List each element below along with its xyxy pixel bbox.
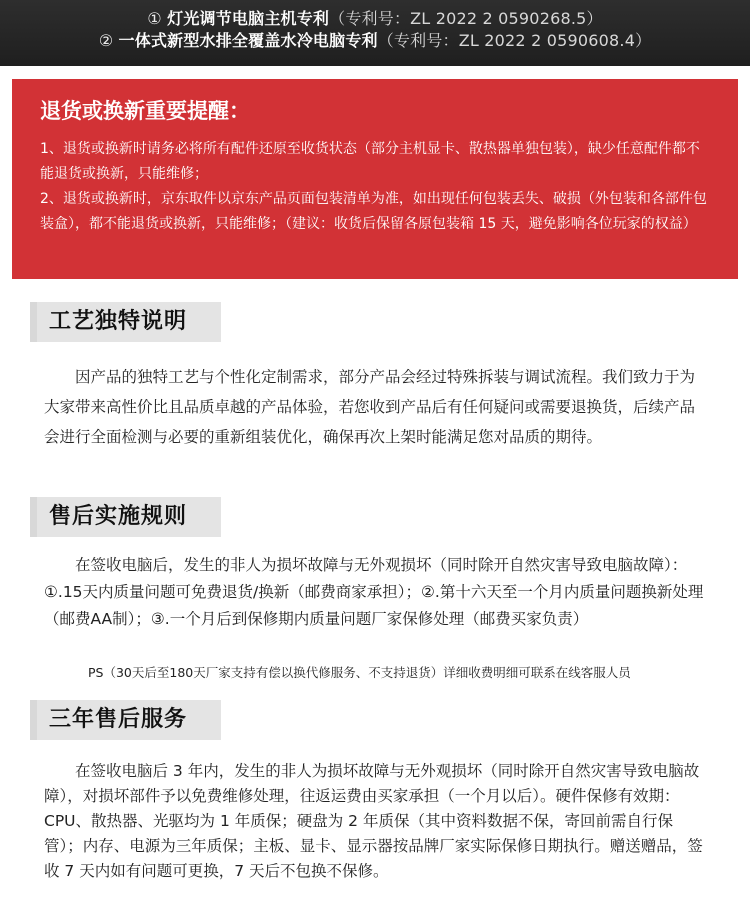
patent-1-title: 灯光调节电脑主机专利: [167, 9, 330, 28]
warranty-body: 在签收电脑后 3 年内，发生的非人为损坏故障与无外观损坏（同时除开自然灾害导致电脑故障），对损坏部件予以免费维修处理，往返运费由买家承担（一个月以后）。硬件保修有效期：CPU、散热器、光驱均为 1 年质保；硬盘为 2 年质保（其中资料数据不保，寄回前需自行保管）；内存、电源为三年质保；主板、显卡、显示器按品牌厂家实际保修日期执行。赠送赠品，签收 7 天内如有问题可更换，7 天后不包换不保修。: [44, 762, 703, 880]
warranty-heading-bar: [30, 700, 221, 740]
patent-2-number: （专利号：ZL 2022 2 0590608.4）: [377, 31, 652, 50]
patent-1-marker: ①: [147, 9, 162, 28]
warranty-heading: 三年售后服务: [49, 707, 188, 732]
aftersale-heading: 售后实施规则: [49, 504, 188, 529]
return-notice-item-2: 2、退货或换新时，京东取件以京东产品页面包装清单为准，如出现任何包装丢失、破损（外包装和各部件包装盒），都不能退货或换新，只能维修；（建议：收货后保留各原包装箱 15 天，避免影响各位玩家的权益）: [40, 191, 707, 232]
craft-body: 因产品的独特工艺与个性化定制需求，部分产品会经过特殊拆装与调试流程。我们致力于为大家带来高性价比且品质卓越的产品体验，若您收到产品后有任何疑问或需要退换货，后续产品会进行全面检测与必要的重新组装优化，确保再次上架时能满足您对品质的期待。: [44, 368, 696, 446]
craft-heading: 工艺独特说明: [49, 309, 188, 334]
patent-2-title: 一体式新型水排全覆盖水冷电脑专利: [118, 31, 378, 50]
return-notice-item-1: 1、退货或换新时请务必将所有配件还原至收货状态（部分主机显卡、散热器单独包装），缺少任意配件都不能退货或换新，只能维修；: [40, 141, 700, 182]
return-notice-box: [12, 79, 738, 279]
patent-line-1: [0, 0, 750, 30]
aftersale-body: 在签收电脑后，发生的非人为损坏故障与无外观损坏（同时除开自然灾害导致电脑故障）：①.15天内质量问题可免费退货/换新（邮费商家承担）；②.第十六天至一个月内质量问题换新处理（邮费AA制）；③.一个月后到保修期内质量问题厂家保修处理（邮费买家负责）: [44, 556, 704, 628]
craft-heading-bar: [30, 302, 221, 342]
aftersale-heading-bar: [30, 497, 221, 537]
patent-line-2: [0, 30, 750, 52]
aftersale-ps-note: PS（30天后至180天厂家支持有偿以换代修服务、不支持退货）详细收费明细可联系在线客服人员: [88, 665, 631, 680]
return-notice-title: 退货或换新重要提醒：: [40, 99, 250, 123]
patent-2-marker: ②: [98, 31, 114, 50]
patent-1-number: （专利号：ZL 2022 2 0590268.5）: [329, 9, 603, 28]
patent-banner: [0, 0, 750, 66]
